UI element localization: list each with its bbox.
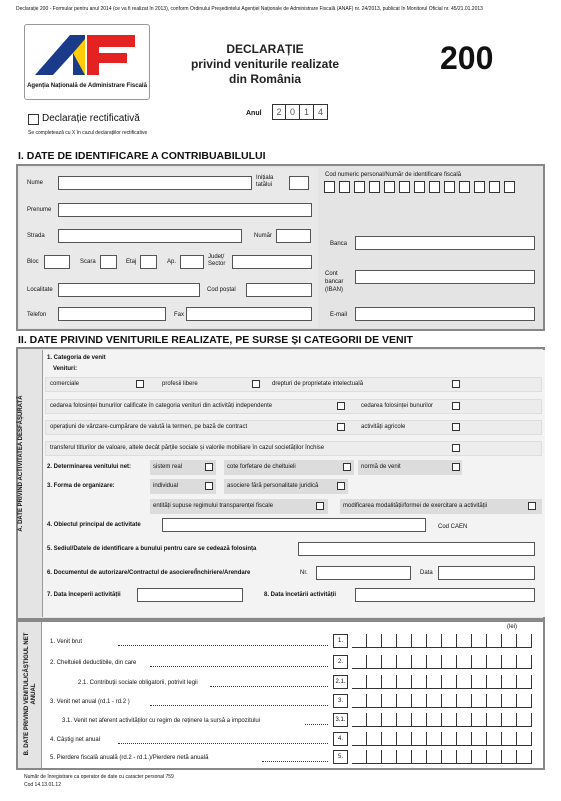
agricole-checkbox[interactable]	[452, 423, 460, 431]
rectificativa-label: Declarație rectificativă	[42, 113, 140, 124]
row3-amount[interactable]	[352, 694, 532, 708]
row21-label: 2.1. Contribuții sociale obligatorii, potrivit legii	[78, 680, 198, 686]
row31-label: 3.1. Venit net aferent activităților cu regim de reținere la sursă a impozitului	[62, 718, 261, 724]
row21-num: 2.1.	[333, 675, 348, 689]
asociere-label: asociere fără personalitate juridică	[227, 483, 319, 489]
agricole-label: activități agricole	[361, 424, 406, 430]
norma-label: normă de venit	[361, 464, 401, 470]
determinarea-label: 2. Determinarea venitului net:	[47, 464, 132, 470]
row1-amount[interactable]	[352, 634, 532, 648]
cnp-label: Cod numeric personal/Număr de identificare fiscală	[325, 172, 462, 178]
title-line3: din România	[228, 72, 301, 86]
row1-num: 1.	[333, 634, 348, 648]
fax-field[interactable]	[186, 307, 312, 321]
side-label-b: B. DATE PRIVIND VENITUL/CÂȘTIGUL NET ANUAL	[24, 632, 37, 756]
transfer-label: transferul titlurilor de valoare, altele decât părțile sociale și valorile mobiliare în cazul societăților închise	[50, 445, 325, 451]
operatiuni-checkbox[interactable]	[337, 423, 345, 431]
sistem-real-label: sistem real	[153, 464, 183, 470]
obiectul-label: 4. Obiectul principal de activitate	[47, 522, 141, 528]
venituri-label: Venituri:	[53, 366, 78, 372]
rectificativa-checkbox[interactable]	[28, 114, 39, 125]
data-inceperii-label: 7. Data începerii activității	[47, 592, 121, 598]
forma-label: 3. Forma de organizare:	[47, 483, 115, 489]
anaf-logo-mark	[25, 25, 149, 81]
initiala-label: Inițiala tatălui	[256, 175, 274, 188]
section2-title: II. DATE PRIVIND VENITURILE REALIZATE, PE SURSE ȘI CATEGORII DE VENIT	[18, 334, 413, 346]
sediul-field[interactable]	[298, 542, 535, 556]
year-digit[interactable]: 1	[300, 104, 314, 120]
footer-line2: Cod 14.13.01.12	[24, 782, 61, 788]
cedarea-checkbox[interactable]	[452, 402, 460, 410]
data-inceperii-field[interactable]	[137, 588, 243, 602]
nume-label: Nume	[27, 180, 44, 186]
cont-bancar-field[interactable]	[355, 270, 535, 284]
ap-label: Ap.	[167, 259, 177, 265]
side-label-a: A. DATE PRIVIND ACTIVITATEA DESFĂȘURATĂ	[18, 395, 24, 532]
anul-label: Anul	[246, 110, 262, 117]
nume-field[interactable]	[58, 176, 252, 190]
banca-label: Banca	[330, 241, 348, 247]
data-field[interactable]	[438, 566, 535, 580]
agency-name: Agenția Națională de Administrare Fiscală	[27, 83, 147, 89]
strada-label: Strada	[27, 233, 45, 239]
scara-label: Scara	[80, 259, 96, 265]
profesii-checkbox[interactable]	[252, 380, 260, 388]
sistem-real-checkbox[interactable]	[205, 463, 213, 471]
data-label: Data	[420, 570, 433, 576]
anaf-logo	[24, 24, 150, 100]
section1-title: I. DATE DE IDENTIFICARE A CONTRIBUABILULUI	[18, 150, 266, 162]
individual-label: individual	[153, 483, 179, 489]
year-digit[interactable]: 0	[286, 104, 300, 120]
operatiuni-label: operațiuni de vânzare-cumpărare de valută la termen, pe bază de contract	[50, 424, 248, 430]
asociere-checkbox[interactable]	[337, 482, 345, 490]
title-line1: DECLARAȚIE	[226, 42, 304, 56]
entitati-label: entități supuse regimului transparenței fiscale	[153, 503, 274, 509]
row1-label: 1. Venit brut	[50, 639, 83, 645]
etaj-field[interactable]	[140, 255, 157, 269]
judet-label: Județ/ Sector	[208, 254, 226, 267]
cont-bancar-label: Cont bancar (IBAN)	[325, 271, 344, 293]
row2-amount[interactable]	[352, 655, 532, 669]
year-boxes[interactable]	[272, 104, 328, 120]
email-field[interactable]	[355, 307, 535, 321]
data-incetarii-field[interactable]	[355, 588, 535, 602]
bloc-label: Bloc	[27, 259, 39, 265]
row3-label: 3. Venit net anual (rd.1 - rd.2 )	[50, 699, 130, 705]
cedarea-label: cedarea folosinței bunurilor	[361, 403, 434, 409]
prenume-label: Prenume	[27, 207, 52, 213]
norma-checkbox[interactable]	[452, 463, 460, 471]
row2-label: 2. Cheltuieli deductibile, din care	[50, 660, 137, 666]
drepturi-label: drepturi de proprietate intelectuală	[272, 381, 364, 387]
cod-postal-field[interactable]	[246, 283, 312, 297]
prenume-field[interactable]	[58, 203, 312, 217]
comerciale-label: comerciale	[50, 381, 80, 387]
row4-num: 4.	[333, 732, 348, 746]
drepturi-checkbox[interactable]	[452, 380, 460, 388]
numar-label: Număr	[254, 233, 273, 239]
numar-field[interactable]	[276, 229, 311, 243]
strada-field[interactable]	[58, 229, 242, 243]
year-digit[interactable]: 2	[272, 104, 286, 120]
banca-field[interactable]	[355, 236, 535, 250]
obiectul-field[interactable]	[162, 518, 426, 532]
profesii-label: profesii libere	[162, 381, 198, 387]
form-number: 200	[440, 40, 494, 76]
top-legal-line: Declarație 200 - Formular pentru anul 2014 (ce va fi realizat în 2013), conform Ordinului Președintelui Agenției Naționale de Administrare Fiscală (ANAF) nr. 24/2013, publicat în Monitorul Oficial nr. 45/21.01.2013	[16, 6, 483, 12]
data-incetarii-label: 8. Data încetării activității	[264, 592, 337, 598]
judet-field[interactable]	[232, 255, 312, 269]
localitate-label: Localitate	[27, 287, 53, 293]
cedarea-cal-checkbox[interactable]	[337, 402, 345, 410]
transfer-checkbox[interactable]	[452, 444, 460, 452]
cod-postal-label: Cod poștal	[207, 287, 236, 293]
sediul-label: 5. Sediul/Datele de identificare a bunului pentru care se cedează folosința	[47, 546, 257, 552]
row31-amount[interactable]	[352, 713, 532, 727]
telefon-label: Telefon	[27, 312, 47, 318]
entitati-checkbox[interactable]	[316, 502, 324, 510]
cote-label: cote forfetare de cheltuieli	[227, 464, 296, 470]
bloc-field[interactable]	[44, 255, 70, 269]
scara-field[interactable]	[100, 255, 117, 269]
footer-line1: Număr de înregistrare ca operator de date cu caracter personal 759	[24, 774, 174, 780]
year-digit[interactable]: 4	[314, 104, 328, 120]
modificarea-label: modificarea modalității/formei de exercitare a activității	[343, 503, 488, 509]
row2-num: 2.	[333, 655, 348, 669]
nr-label: Nr.	[300, 570, 308, 576]
localitate-field[interactable]	[58, 283, 200, 297]
cedarea-cal-label: cedarea folosinței bunurilor calificate în categoria venituri din activități independente	[50, 403, 273, 409]
etaj-label: Etaj	[126, 259, 137, 265]
documentul-label: 6. Documentul de autorizare/Contractul de asociere/Închiriere/Arendare	[47, 570, 251, 576]
row21-amount[interactable]	[352, 675, 532, 689]
caen-label: Cod CAEN	[438, 524, 468, 530]
rectificativa-note: Se completează cu X în cazul declarațiilor rectificative	[28, 130, 148, 136]
row4-amount[interactable]	[352, 732, 532, 746]
row4-label: 4. Câștig net anual	[50, 737, 101, 743]
row3-num: 3.	[333, 694, 348, 708]
telefon-field[interactable]	[58, 307, 166, 321]
ap-field[interactable]	[180, 255, 204, 269]
row5-num: 5.	[333, 750, 348, 764]
fax-label: Fax	[174, 312, 185, 318]
individual-checkbox[interactable]	[205, 482, 213, 490]
row5-label: 5. Pierdere fiscală anuală (rd.2 - rd.1.)/Pierdere netă anuală	[50, 755, 209, 761]
nr-field[interactable]	[316, 566, 411, 580]
row5-amount[interactable]	[352, 750, 532, 764]
email-label: E-mail	[330, 312, 348, 318]
lei-label: (lei)	[507, 624, 517, 630]
comerciale-checkbox[interactable]	[136, 380, 144, 388]
row31-num: 3.1.	[333, 713, 348, 727]
cote-checkbox[interactable]	[343, 463, 351, 471]
categoria-label: 1. Categoria de venit	[47, 355, 106, 361]
title-line2: privind veniturile realizate	[190, 57, 340, 71]
modificarea-checkbox[interactable]	[528, 502, 536, 510]
initiala-field[interactable]	[289, 176, 309, 190]
